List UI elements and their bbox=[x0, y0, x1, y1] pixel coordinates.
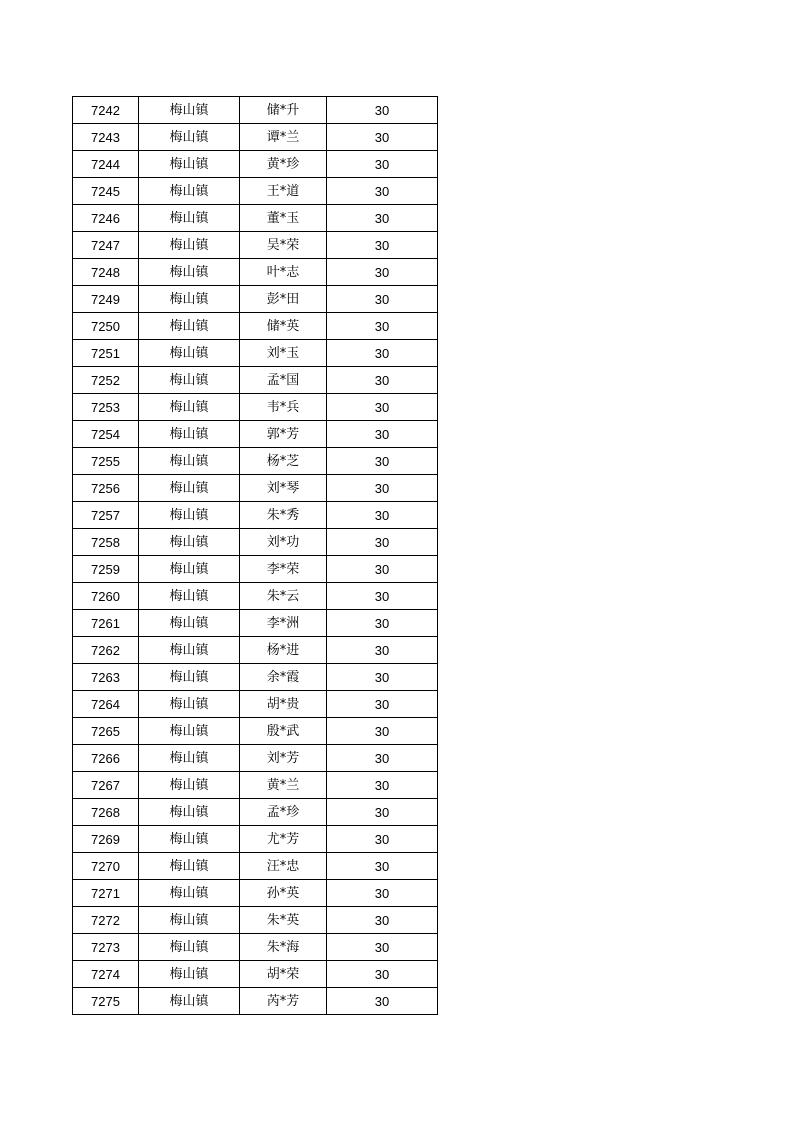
town-cell: 梅山镇 bbox=[139, 664, 240, 691]
amount-cell: 30 bbox=[327, 961, 438, 988]
person-name-cell: 彭*田 bbox=[240, 286, 327, 313]
table-row bbox=[73, 934, 438, 961]
row-number-cell: 7264 bbox=[73, 691, 139, 718]
person-name-cell: 胡*荣 bbox=[240, 961, 327, 988]
row-number-cell: 7266 bbox=[73, 745, 139, 772]
row-number-cell: 7255 bbox=[73, 448, 139, 475]
amount-cell: 30 bbox=[327, 799, 438, 826]
row-number-cell: 7269 bbox=[73, 826, 139, 853]
person-name-cell: 叶*志 bbox=[240, 259, 327, 286]
person-name-cell: 朱*云 bbox=[240, 583, 327, 610]
row-number-cell: 7248 bbox=[73, 259, 139, 286]
amount-cell: 30 bbox=[327, 97, 438, 124]
row-number-cell: 7247 bbox=[73, 232, 139, 259]
amount-cell: 30 bbox=[327, 610, 438, 637]
town-cell: 梅山镇 bbox=[139, 286, 240, 313]
person-name-cell: 黄*兰 bbox=[240, 772, 327, 799]
town-cell: 梅山镇 bbox=[139, 637, 240, 664]
town-cell: 梅山镇 bbox=[139, 178, 240, 205]
town-cell: 梅山镇 bbox=[139, 97, 240, 124]
amount-cell: 30 bbox=[327, 394, 438, 421]
table-row bbox=[73, 259, 438, 286]
amount-cell: 30 bbox=[327, 718, 438, 745]
row-number-cell: 7259 bbox=[73, 556, 139, 583]
amount-cell: 30 bbox=[327, 745, 438, 772]
town-cell: 梅山镇 bbox=[139, 232, 240, 259]
roster-table bbox=[72, 96, 438, 1015]
table-row bbox=[73, 286, 438, 313]
person-name-cell: 孙*英 bbox=[240, 880, 327, 907]
person-name-cell: 孟*珍 bbox=[240, 799, 327, 826]
table-row bbox=[73, 448, 438, 475]
person-name-cell: 黄*珍 bbox=[240, 151, 327, 178]
person-name-cell: 储*升 bbox=[240, 97, 327, 124]
table-row bbox=[73, 691, 438, 718]
row-number-cell: 7265 bbox=[73, 718, 139, 745]
person-name-cell: 朱*海 bbox=[240, 934, 327, 961]
person-name-cell: 刘*功 bbox=[240, 529, 327, 556]
row-number-cell: 7257 bbox=[73, 502, 139, 529]
town-cell: 梅山镇 bbox=[139, 151, 240, 178]
amount-cell: 30 bbox=[327, 637, 438, 664]
row-number-cell: 7270 bbox=[73, 853, 139, 880]
person-name-cell: 郭*芳 bbox=[240, 421, 327, 448]
roster-table-body bbox=[73, 97, 438, 1015]
town-cell: 梅山镇 bbox=[139, 718, 240, 745]
person-name-cell: 董*玉 bbox=[240, 205, 327, 232]
amount-cell: 30 bbox=[327, 772, 438, 799]
town-cell: 梅山镇 bbox=[139, 907, 240, 934]
amount-cell: 30 bbox=[327, 286, 438, 313]
table-row bbox=[73, 313, 438, 340]
amount-cell: 30 bbox=[327, 151, 438, 178]
amount-cell: 30 bbox=[327, 124, 438, 151]
town-cell: 梅山镇 bbox=[139, 934, 240, 961]
town-cell: 梅山镇 bbox=[139, 826, 240, 853]
table-row bbox=[73, 610, 438, 637]
person-name-cell: 李*洲 bbox=[240, 610, 327, 637]
town-cell: 梅山镇 bbox=[139, 205, 240, 232]
person-name-cell: 储*英 bbox=[240, 313, 327, 340]
table-row bbox=[73, 529, 438, 556]
amount-cell: 30 bbox=[327, 259, 438, 286]
person-name-cell: 孟*国 bbox=[240, 367, 327, 394]
table-row bbox=[73, 961, 438, 988]
table-row bbox=[73, 853, 438, 880]
row-number-cell: 7245 bbox=[73, 178, 139, 205]
person-name-cell: 王*道 bbox=[240, 178, 327, 205]
table-row bbox=[73, 745, 438, 772]
town-cell: 梅山镇 bbox=[139, 340, 240, 367]
amount-cell: 30 bbox=[327, 988, 438, 1015]
row-number-cell: 7273 bbox=[73, 934, 139, 961]
amount-cell: 30 bbox=[327, 367, 438, 394]
town-cell: 梅山镇 bbox=[139, 691, 240, 718]
row-number-cell: 7258 bbox=[73, 529, 139, 556]
row-number-cell: 7263 bbox=[73, 664, 139, 691]
row-number-cell: 7254 bbox=[73, 421, 139, 448]
town-cell: 梅山镇 bbox=[139, 367, 240, 394]
table-row bbox=[73, 880, 438, 907]
town-cell: 梅山镇 bbox=[139, 475, 240, 502]
row-number-cell: 7244 bbox=[73, 151, 139, 178]
person-name-cell: 刘*玉 bbox=[240, 340, 327, 367]
town-cell: 梅山镇 bbox=[139, 421, 240, 448]
row-number-cell: 7249 bbox=[73, 286, 139, 313]
row-number-cell: 7268 bbox=[73, 799, 139, 826]
amount-cell: 30 bbox=[327, 556, 438, 583]
person-name-cell: 韦*兵 bbox=[240, 394, 327, 421]
row-number-cell: 7242 bbox=[73, 97, 139, 124]
person-name-cell: 汪*忠 bbox=[240, 853, 327, 880]
town-cell: 梅山镇 bbox=[139, 610, 240, 637]
table-row bbox=[73, 178, 438, 205]
person-name-cell: 杨*芝 bbox=[240, 448, 327, 475]
amount-cell: 30 bbox=[327, 934, 438, 961]
person-name-cell: 李*荣 bbox=[240, 556, 327, 583]
town-cell: 梅山镇 bbox=[139, 961, 240, 988]
amount-cell: 30 bbox=[327, 448, 438, 475]
person-name-cell: 余*霞 bbox=[240, 664, 327, 691]
amount-cell: 30 bbox=[327, 664, 438, 691]
person-name-cell: 谭*兰 bbox=[240, 124, 327, 151]
table-row bbox=[73, 421, 438, 448]
row-number-cell: 7271 bbox=[73, 880, 139, 907]
row-number-cell: 7256 bbox=[73, 475, 139, 502]
person-name-cell: 吴*荣 bbox=[240, 232, 327, 259]
amount-cell: 30 bbox=[327, 232, 438, 259]
amount-cell: 30 bbox=[327, 340, 438, 367]
town-cell: 梅山镇 bbox=[139, 124, 240, 151]
table-row bbox=[73, 637, 438, 664]
row-number-cell: 7250 bbox=[73, 313, 139, 340]
person-name-cell: 朱*秀 bbox=[240, 502, 327, 529]
amount-cell: 30 bbox=[327, 826, 438, 853]
amount-cell: 30 bbox=[327, 313, 438, 340]
person-name-cell: 刘*芳 bbox=[240, 745, 327, 772]
town-cell: 梅山镇 bbox=[139, 745, 240, 772]
table-row bbox=[73, 664, 438, 691]
town-cell: 梅山镇 bbox=[139, 988, 240, 1015]
table-row bbox=[73, 232, 438, 259]
table-row bbox=[73, 340, 438, 367]
row-number-cell: 7243 bbox=[73, 124, 139, 151]
row-number-cell: 7274 bbox=[73, 961, 139, 988]
row-number-cell: 7252 bbox=[73, 367, 139, 394]
table-row bbox=[73, 556, 438, 583]
person-name-cell: 殷*武 bbox=[240, 718, 327, 745]
row-number-cell: 7260 bbox=[73, 583, 139, 610]
amount-cell: 30 bbox=[327, 205, 438, 232]
town-cell: 梅山镇 bbox=[139, 772, 240, 799]
town-cell: 梅山镇 bbox=[139, 259, 240, 286]
table-row bbox=[73, 97, 438, 124]
person-name-cell: 胡*贵 bbox=[240, 691, 327, 718]
table-row bbox=[73, 205, 438, 232]
row-number-cell: 7246 bbox=[73, 205, 139, 232]
table-row bbox=[73, 988, 438, 1015]
town-cell: 梅山镇 bbox=[139, 880, 240, 907]
town-cell: 梅山镇 bbox=[139, 799, 240, 826]
person-name-cell: 杨*进 bbox=[240, 637, 327, 664]
person-name-cell: 刘*琴 bbox=[240, 475, 327, 502]
person-name-cell: 尤*芳 bbox=[240, 826, 327, 853]
amount-cell: 30 bbox=[327, 178, 438, 205]
town-cell: 梅山镇 bbox=[139, 502, 240, 529]
table-row bbox=[73, 718, 438, 745]
row-number-cell: 7267 bbox=[73, 772, 139, 799]
table-row bbox=[73, 124, 438, 151]
amount-cell: 30 bbox=[327, 880, 438, 907]
table-row bbox=[73, 151, 438, 178]
town-cell: 梅山镇 bbox=[139, 583, 240, 610]
table-row bbox=[73, 799, 438, 826]
town-cell: 梅山镇 bbox=[139, 394, 240, 421]
amount-cell: 30 bbox=[327, 691, 438, 718]
table-row bbox=[73, 394, 438, 421]
table-row bbox=[73, 826, 438, 853]
row-number-cell: 7262 bbox=[73, 637, 139, 664]
amount-cell: 30 bbox=[327, 421, 438, 448]
town-cell: 梅山镇 bbox=[139, 556, 240, 583]
table-row bbox=[73, 502, 438, 529]
table-row bbox=[73, 475, 438, 502]
town-cell: 梅山镇 bbox=[139, 448, 240, 475]
amount-cell: 30 bbox=[327, 502, 438, 529]
table-row bbox=[73, 907, 438, 934]
amount-cell: 30 bbox=[327, 475, 438, 502]
table-row bbox=[73, 772, 438, 799]
amount-cell: 30 bbox=[327, 583, 438, 610]
person-name-cell: 芮*芳 bbox=[240, 988, 327, 1015]
row-number-cell: 7251 bbox=[73, 340, 139, 367]
amount-cell: 30 bbox=[327, 907, 438, 934]
row-number-cell: 7272 bbox=[73, 907, 139, 934]
person-name-cell: 朱*英 bbox=[240, 907, 327, 934]
row-number-cell: 7261 bbox=[73, 610, 139, 637]
table-row bbox=[73, 367, 438, 394]
town-cell: 梅山镇 bbox=[139, 529, 240, 556]
town-cell: 梅山镇 bbox=[139, 313, 240, 340]
table-row bbox=[73, 583, 438, 610]
row-number-cell: 7275 bbox=[73, 988, 139, 1015]
row-number-cell: 7253 bbox=[73, 394, 139, 421]
amount-cell: 30 bbox=[327, 529, 438, 556]
town-cell: 梅山镇 bbox=[139, 853, 240, 880]
amount-cell: 30 bbox=[327, 853, 438, 880]
